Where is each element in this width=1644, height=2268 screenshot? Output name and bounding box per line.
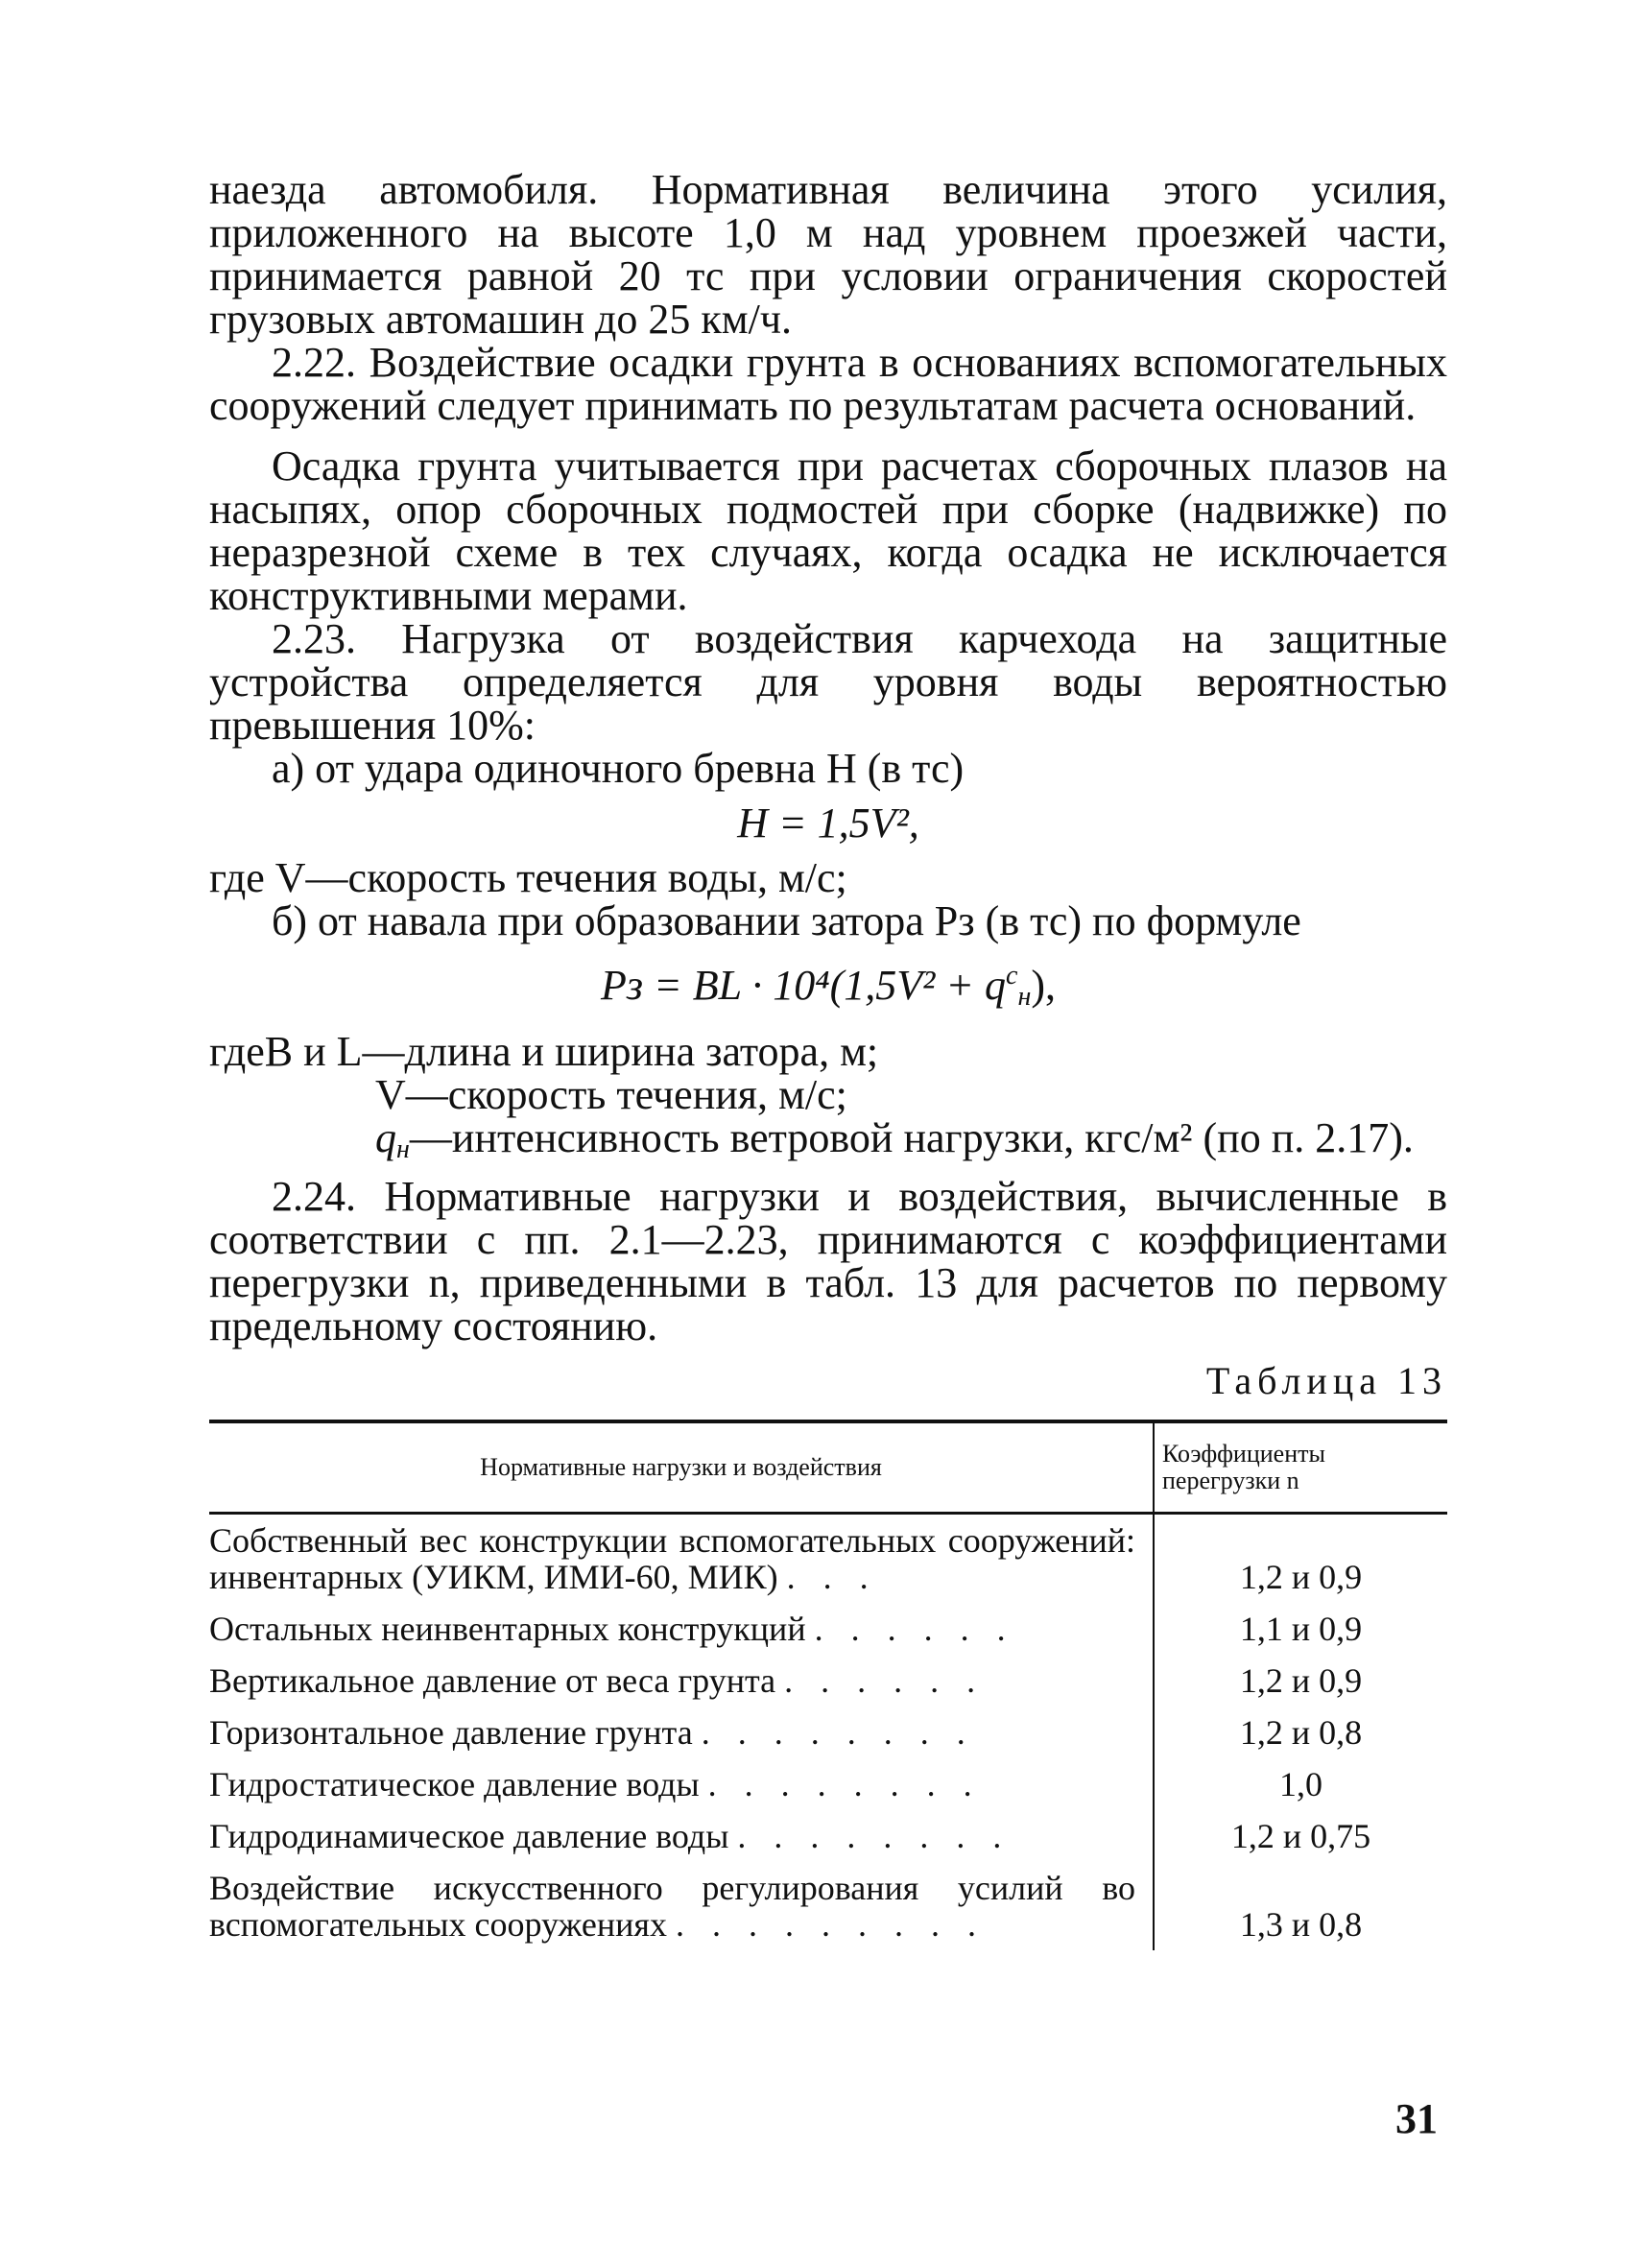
leader-dots: . . . . . . <box>814 1610 1015 1648</box>
paragraph-continuation: наезда автомобиля. Нормативная величина этого усилия, приложенного на высоте 1,0 м над уровнем проезжей части, принимается равной 20 тс при условии ограничения скоростей грузовых автомашин до 25 км/ч. <box>209 166 1447 343</box>
leader-dots: . . . . . . . . <box>701 1713 975 1752</box>
table-row <box>209 1810 1447 1862</box>
leader-dots: . . . . . . . . . <box>675 1905 986 1944</box>
definition-b-l-text: B и L—длина и ширина затора, м; <box>264 1028 879 1075</box>
formula-p <box>209 954 1447 1018</box>
table-row <box>209 1707 1447 1758</box>
definition-q-symbol: q <box>375 1114 396 1161</box>
formula-p-sub: н <box>1017 982 1032 1012</box>
table-cell-factor: 1,2 и 0,8 <box>1239 1713 1363 1752</box>
load-name: Горизонтальное давление грунта <box>209 1713 693 1752</box>
definition-lead: где <box>209 1028 265 1075</box>
item-b: б) от навала при образовании затора Pз (в тс) по формуле <box>272 897 1301 944</box>
definition-v <box>209 1073 1447 1116</box>
table-cell-load <box>209 1514 1154 1604</box>
load-factors-table <box>209 1420 1447 1950</box>
table-header-loads: Нормативные нагрузки и воздействия <box>209 1421 1154 1514</box>
table-row <box>209 1862 1447 1950</box>
table-cell-factor: 1,2 и 0,9 <box>1239 1558 1363 1596</box>
table-cell-factor: 1,2 и 0,75 <box>1230 1817 1371 1855</box>
leader-dots: . . . . . . . . <box>707 1765 982 1803</box>
leader-dots: . . . . . . . . <box>737 1817 1012 1855</box>
definition-q-text: —интенсивность ветровой нагрузки, кгс/м² (по п. 2.17). <box>409 1114 1414 1161</box>
load-name: Гидростатическое давление воды <box>209 1765 700 1803</box>
table-cell-load <box>209 1810 1154 1862</box>
paragraph-settlement: Осадка грунта учитывается при расчетах сборочных плазов на насыпях, опор сборочных подмостей при сборке (надвижке) по неразрезной схеме в тех случаях, когда осадка не исключается конструктивными мерами. <box>209 442 1447 619</box>
table-header-row <box>209 1421 1447 1514</box>
load-name: Вертикальное давление от веса грунта <box>209 1661 776 1700</box>
table-row <box>209 1758 1447 1810</box>
load-name: Остальных неинвентарных конструкций <box>209 1610 806 1648</box>
leader-dots: . . . <box>786 1558 878 1596</box>
table-cell-load <box>209 1758 1154 1810</box>
page-number: 31 <box>1395 2095 1438 2142</box>
formula-h: H = 1,5V², <box>737 800 919 847</box>
leader-dots: . . . . . . <box>784 1661 986 1700</box>
formula-p-right: ), <box>1031 962 1056 1009</box>
table-cell-factor: 1,1 и 0,9 <box>1239 1610 1363 1648</box>
table-cell-load <box>209 1707 1154 1758</box>
table-row <box>209 1514 1447 1604</box>
table-cell-factor: 1,2 и 0,9 <box>1239 1661 1363 1700</box>
load-name: Собственный вес конструкции вспомогательных сооружений: инвентарных (УИКМ, ИМИ-60, МИК) <box>209 1521 1135 1596</box>
formula-p-sup: с <box>1006 961 1018 991</box>
paragraph-2-22: 2.22. Воздействие осадки грунта в основаниях вспомогательных сооружений следует принимать по результатам расчета оснований. <box>209 339 1447 429</box>
table-cell-load <box>209 1655 1154 1707</box>
paragraph-2-24: 2.24. Нормативные нагрузки и воздействия, вычисленные в соответствии с пп. 2.1—2.23, принимаются с коэффициентами перегрузки n, приведенными в табл. 13 для расчетов по первому предельному состоянию. <box>209 1173 1447 1349</box>
load-name: Гидродинамическое давление воды <box>209 1817 729 1855</box>
table-header-factors: Коэффициенты перегрузки n <box>1162 1440 1325 1494</box>
load-name: Воздействие искусственного регулирования усилий во вспомогательных сооружениях <box>209 1869 1135 1944</box>
formula-definitions <box>209 1030 1447 1171</box>
table-caption: Таблица 13 <box>1205 1359 1447 1402</box>
table-row <box>209 1603 1447 1655</box>
definition-q-sub: н <box>396 1134 410 1164</box>
paragraph-2-23: 2.23. Нагрузка от воздействия карчехода на защитные устройства определяется для уровня воды вероятностью превышения 10%: <box>209 615 1447 749</box>
formula-h-explanation: где V—скорость течения воды, м/с; <box>209 854 847 901</box>
definition-v-text: V—скорость течения, м/с; <box>375 1071 847 1118</box>
table-cell-load <box>209 1862 1154 1950</box>
body-text <box>209 168 1447 1950</box>
definition-q <box>209 1116 1447 1171</box>
table-cell-factor: 1,3 и 0,8 <box>1239 1905 1363 1944</box>
table-cell-load <box>209 1603 1154 1655</box>
formula-p-left: Pз = BL · 10⁴(1,5V² + q <box>601 962 1006 1009</box>
table-row <box>209 1655 1447 1707</box>
item-a: а) от удара одиночного бревна H (в тс) <box>272 745 965 792</box>
table-cell-factor: 1,0 <box>1279 1765 1322 1803</box>
definition-b-l <box>209 1030 1447 1073</box>
